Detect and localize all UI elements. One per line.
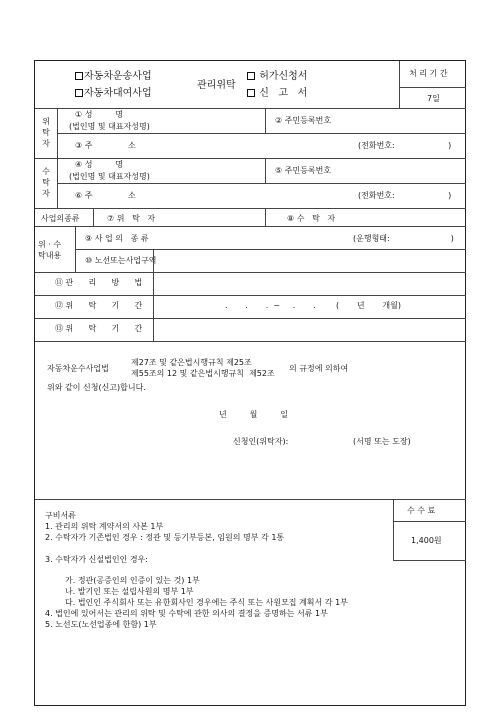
- checkbox-icon[interactable]: [247, 72, 255, 80]
- business-type-rental: 자동차대여사업: [84, 88, 152, 99]
- documents-item-3b: 나. 발기인 또는 설립사원의 명부 1부: [65, 587, 194, 596]
- documents-item-5: 5. 노선도(노선업종에 한함) 1부: [45, 620, 157, 629]
- consignee-name-sub: (법인명 및 대표자성명): [69, 172, 150, 181]
- business-consignee-label: ⑧ 수 탁 자: [287, 214, 336, 223]
- consignee-phone-label: (전화번호: ): [358, 191, 452, 200]
- consignor-side-label: 위 탁 자: [42, 117, 50, 148]
- checkbox-row-permit[interactable]: [247, 72, 308, 82]
- documents-item-1: 1. 관리의 위탁 계약서의 사본 1부: [45, 522, 164, 531]
- consignee-id-label: ⑤ 주민등록번호: [275, 166, 332, 175]
- checkbox-icon[interactable]: [75, 89, 83, 97]
- management-period2-label: ⑬ 위 탁 기 간: [55, 324, 143, 333]
- statement-law: 자동차운수사업법: [47, 364, 109, 373]
- statement-date: 년 월 일: [219, 410, 288, 419]
- consignor-phone-label: (전화번호: ): [358, 141, 452, 150]
- documents-item-2: 2. 수탁자가 기존법인 경우 : 정관 및 등기부등본, 임원의 명부 각 1통: [45, 533, 285, 542]
- consignee-side-label: 수 탁 자: [42, 167, 50, 198]
- management-period-label: ⑫ 위 탁 기 간: [55, 301, 143, 310]
- business-type-transport: 자동차운송사업: [84, 71, 152, 82]
- fee-label: 수 수 료: [407, 506, 436, 515]
- checkbox-row-transport[interactable]: [75, 72, 152, 82]
- documents-item-3: 3. 수탁자가 신설법인인 경우:: [45, 555, 148, 564]
- doc-type-permit: 허가신청서: [259, 71, 308, 82]
- statement-line-2: 위와 같이 신청(신고)합니다.: [47, 383, 146, 392]
- consignee-address-label: ⑥ 주 소: [75, 191, 136, 200]
- processing-period-label: 처 리 기 간: [409, 69, 448, 78]
- consignor-name-sub: (법인명 및 대표자성명): [69, 122, 150, 131]
- documents-item-3c: 다. 법인인 주식회사 또는 유한회사인 경우에는 주식 또는 사원모집 계획서 각 1부: [65, 598, 348, 607]
- business-type-label: 사업의종류: [41, 214, 80, 223]
- consignor-id-label: ② 주민등록번호: [275, 116, 332, 125]
- consignee-name-label: ④ 성 명: [75, 160, 124, 169]
- checkbox-row-rental[interactable]: [75, 89, 152, 99]
- processing-period-value: 7일: [427, 94, 440, 103]
- scope-biz-type-label: ⑨ 사 업 의 종 류: [85, 234, 149, 243]
- consignor-name-label: ① 성 명: [75, 110, 124, 119]
- documents-item-3a: 가. 정관(공증인의 인증이 있는 것) 1부: [65, 576, 200, 585]
- management-period-value: . . . ~ . . ( 년 개월): [225, 301, 401, 310]
- statement-clause-2: 제55조의 12 및 같은법시행규칙 제52조: [131, 369, 275, 378]
- scope-operation-label: (운행형태: ): [353, 234, 454, 243]
- checkbox-row-report[interactable]: [247, 89, 307, 99]
- scope-side-label: 위 · 수 탁내용: [38, 240, 62, 260]
- checkbox-icon[interactable]: [247, 89, 255, 97]
- consignor-address-label: ③ 주 소: [75, 141, 136, 150]
- business-consignor-label: ⑦ 위 탁 자: [107, 214, 156, 223]
- doc-type-report: 신 고 서: [259, 88, 308, 99]
- scope-route-label: ⑩ 노선또는사업구역: [85, 256, 157, 265]
- checkbox-icon[interactable]: [75, 72, 83, 80]
- statement-clause-tail: 의 규정에 의하여: [289, 364, 349, 373]
- statement-applicant: 신청인(위탁자):: [233, 437, 289, 446]
- documents-title: 구비서류: [45, 511, 76, 520]
- delegation-label: 관리위탁: [197, 80, 236, 91]
- application-form: [34, 60, 466, 706]
- fee-value: 1,400원: [411, 536, 442, 545]
- management-method-label: ⑪ 관 리 방 법: [55, 278, 143, 287]
- statement-clause-1: 제27조 및 같은법시행규칙 제25조: [131, 358, 252, 367]
- documents-item-4: 4. 법인에 있어서는 관리의 위탁 및 수탁에 관한 의사의 결정을 증명하는 서류 1부: [45, 609, 328, 618]
- statement-signature: (서명 또는 도장): [353, 437, 411, 446]
